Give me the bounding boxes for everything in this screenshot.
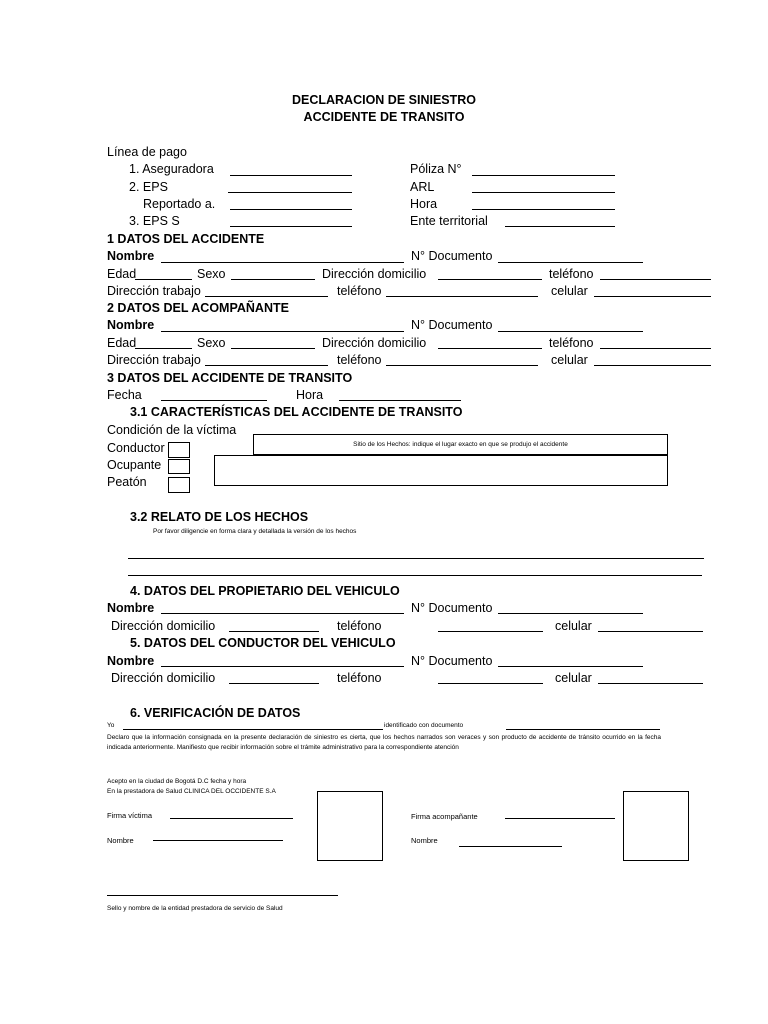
firma-acompanante-label: Firma acompañante [411, 812, 478, 821]
s1-sexo-label: Sexo [197, 267, 226, 281]
s4-documento-label: N° Documento [411, 601, 493, 615]
s4-celular-label: celular [555, 619, 592, 633]
peaton-checkbox[interactable] [168, 477, 190, 493]
eps-label: 2. EPS [129, 180, 168, 194]
s1-telefono2-field[interactable] [386, 296, 538, 297]
s5-celular-field[interactable] [598, 683, 703, 684]
sub31-heading: 3.1 CARACTERÍSTICAS DEL ACCIDENTE DE TRANSITO [130, 405, 463, 419]
document-title-line1: DECLARACION DE SINIESTRO [291, 93, 477, 107]
section6-heading: 6. VERIFICACIÓN DE DATOS [130, 706, 301, 720]
s5-telefono-field[interactable] [438, 683, 543, 684]
s1-documento-field[interactable] [498, 262, 643, 263]
s1-telefono-field[interactable] [600, 279, 711, 280]
ocupante-label: Ocupante [107, 458, 162, 472]
sello-line[interactable] [107, 895, 338, 896]
s2-nombre-field[interactable] [161, 331, 404, 332]
s1-nombre-field[interactable] [161, 262, 404, 263]
peaton-label: Peatón [107, 475, 147, 489]
s2-celular-field[interactable] [594, 365, 711, 366]
s2-documento-field[interactable] [498, 331, 643, 332]
aseguradora-label: 1. Aseguradora [129, 162, 214, 176]
identificado-field[interactable] [506, 729, 660, 730]
section2-heading: 2 DATOS DEL ACOMPAÑANTE [107, 301, 289, 315]
nombre-victima-field[interactable] [153, 840, 283, 841]
s2-telefono2-field[interactable] [386, 365, 538, 366]
relato-line-2[interactable] [128, 575, 702, 576]
ente-territorial-label: Ente territorial [410, 214, 488, 228]
s4-direccion-label: Dirección domicilio [111, 619, 216, 633]
yo-label: Yo [107, 722, 115, 729]
firma-acompanante-field[interactable] [505, 818, 615, 819]
s3-hora-label: Hora [296, 388, 324, 402]
s5-nombre-field[interactable] [161, 666, 404, 667]
arl-field[interactable] [472, 192, 615, 193]
condicion-victima-label: Condición de la víctima [107, 423, 237, 437]
s1-direccion-domicilio-label: Dirección domicilio [322, 267, 427, 281]
s1-nombre-label: Nombre [107, 249, 155, 263]
nombre-acompanante-label: Nombre [411, 836, 438, 845]
s2-direccion-trabajo-label: Dirección trabajo [107, 353, 201, 367]
s3-hora-field[interactable] [339, 400, 461, 401]
s1-direccion-trabajo-label: Dirección trabajo [107, 284, 201, 298]
s4-direccion-field[interactable] [229, 631, 319, 632]
section5-heading: 5. DATOS DEL CONDUCTOR DEL VEHICULO [130, 636, 396, 650]
document-title-line2: ACCIDENTE DE TRANSITO [303, 110, 465, 124]
s5-documento-label: N° Documento [411, 654, 493, 668]
hora-pago-field[interactable] [472, 209, 615, 210]
s5-documento-field[interactable] [498, 666, 643, 667]
ocupante-checkbox[interactable] [168, 459, 190, 474]
eps-field[interactable] [228, 192, 352, 193]
yo-field[interactable] [123, 729, 383, 730]
huella-victima-box[interactable] [317, 791, 383, 861]
s2-telefono-field[interactable] [600, 348, 711, 349]
s2-celular-label: celular [551, 353, 588, 367]
ente-territorial-field[interactable] [505, 226, 615, 227]
s1-celular-field[interactable] [594, 296, 711, 297]
conductor-label: Conductor [107, 441, 165, 455]
s4-telefono-field[interactable] [438, 631, 543, 632]
s5-direccion-label: Dirección domicilio [111, 671, 216, 685]
nombre-victima-label: Nombre [107, 836, 134, 845]
s4-nombre-field[interactable] [161, 613, 404, 614]
s4-nombre-label: Nombre [107, 601, 155, 615]
sello-label: Sello y nombre de la entidad prestadora de servicio de Salud [107, 905, 283, 912]
s2-direccion-domicilio-field[interactable] [438, 348, 542, 349]
eps-s-label: 3. EPS S [129, 214, 180, 228]
s1-telefono-label: teléfono [549, 267, 594, 281]
sub32-note: Por favor diligencie en forma clara y detallada la versión de los hechos [153, 528, 357, 535]
section1-heading: 1 DATOS DEL ACCIDENTE [107, 232, 265, 246]
s1-documento-label: N° Documento [411, 249, 493, 263]
arl-label: ARL [410, 180, 435, 194]
conductor-checkbox[interactable] [168, 442, 190, 458]
prestadora-text: En la prestadora de Salud CLINICA DEL OCCIDENTE S.A [107, 788, 276, 795]
huella-acompanante-box[interactable] [623, 791, 689, 861]
sitio-hechos-label: Sitio de los Hechos: indique el lugar exacto en que se produjo el accidente [353, 441, 568, 448]
s1-edad-field[interactable] [135, 279, 192, 280]
s1-telefono2-label: teléfono [337, 284, 382, 298]
s5-telefono-label: teléfono [337, 671, 382, 685]
s2-telefono2-label: teléfono [337, 353, 382, 367]
s1-edad-label: Edad [107, 267, 137, 281]
poliza-field[interactable] [472, 175, 615, 176]
aseguradora-field[interactable] [230, 175, 352, 176]
s2-documento-label: N° Documento [411, 318, 493, 332]
sitio-hechos-box [253, 434, 668, 455]
declaracion-text: Declaro que la información consignada en la presente declaración de siniestro es cierta, que los hechos narrados son veraces y son producto de accidente de tránsito ocurrido en la fecha indicada anteriormente. Manifiesto que recibir información sobre el trámite administrativo para la correspondiente atención [107, 734, 661, 751]
s1-direccion-domicilio-field[interactable] [438, 279, 542, 280]
nombre-acompanante-field[interactable] [459, 846, 562, 847]
s2-sexo-label: Sexo [197, 336, 226, 350]
s5-nombre-label: Nombre [107, 654, 155, 668]
s1-sexo-field[interactable] [231, 279, 315, 280]
reportado-field[interactable] [230, 209, 352, 210]
reportado-label: Reportado a. [143, 197, 216, 211]
sitio-hechos-field[interactable] [214, 455, 668, 486]
firma-victima-label: Firma víctima [107, 811, 152, 820]
section4-heading: 4. DATOS DEL PROPIETARIO DEL VEHICULO [130, 584, 400, 598]
s4-celular-field[interactable] [598, 631, 703, 632]
relato-line-1[interactable] [128, 558, 704, 559]
acepto-text: Acepto en la ciudad de Bogotá D.C fecha y hora [107, 778, 247, 785]
s1-direccion-trabajo-field[interactable] [205, 296, 328, 297]
s4-telefono-label: teléfono [337, 619, 382, 633]
linea-pago-heading: Línea de pago [107, 145, 187, 159]
s2-direccion-trabajo-field[interactable] [205, 365, 328, 366]
s2-edad-label: Edad [107, 336, 137, 350]
s5-celular-label: celular [555, 671, 592, 685]
s1-celular-label: celular [551, 284, 588, 298]
section3-heading: 3 DATOS DEL ACCIDENTE DE TRANSITO [107, 371, 353, 385]
poliza-label: Póliza N° [410, 162, 462, 176]
s2-nombre-label: Nombre [107, 318, 155, 332]
s4-documento-field[interactable] [498, 613, 643, 614]
s5-direccion-field[interactable] [229, 683, 319, 684]
s2-direccion-domicilio-label: Dirección domicilio [322, 336, 427, 350]
hora-pago-label: Hora [410, 197, 438, 211]
sub32-heading: 3.2 RELATO DE LOS HECHOS [130, 510, 309, 524]
eps-s-field[interactable] [230, 226, 352, 227]
firma-victima-field[interactable] [170, 818, 293, 819]
s3-fecha-field[interactable] [161, 400, 267, 401]
s3-fecha-label: Fecha [107, 388, 142, 402]
s2-telefono-label: teléfono [549, 336, 594, 350]
s2-edad-field[interactable] [135, 348, 192, 349]
identificado-label: identificado con documento [384, 722, 464, 729]
s2-sexo-field[interactable] [231, 348, 315, 349]
